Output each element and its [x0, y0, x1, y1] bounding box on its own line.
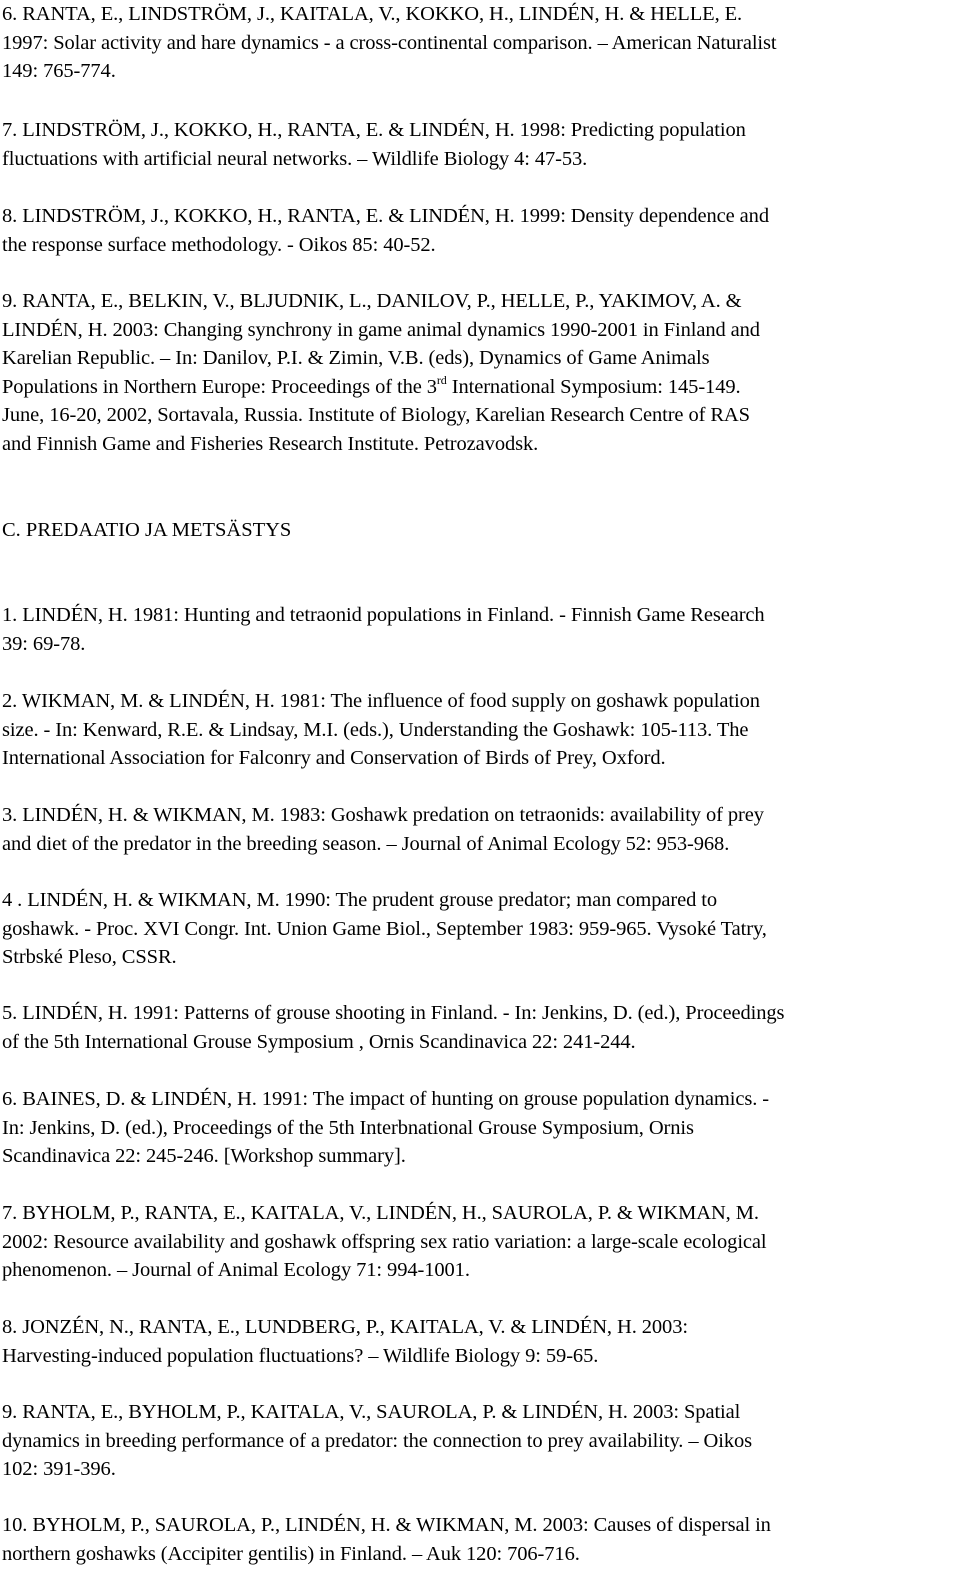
- reference-line: 2002: Resource availability and goshawk offspring sex ratio variation: a large-scale ecological: [2, 1230, 767, 1253]
- reference-line: phenomenon. – Journal of Animal Ecology 71: 994-1001.: [2, 1259, 470, 1281]
- reference-line: 8. LINDSTRÖM, J., KOKKO, H., RANTA, E. & LINDÉN, H. 1999: Density dependence and: [2, 205, 769, 227]
- reference-line: 10. BYHOLM, P., SAUROLA, P., LINDÉN, H. & WIKMAN, M. 2003: Causes of dispersal in: [2, 1514, 771, 1536]
- reference-line: fluctuations with artificial neural networks. – Wildlife Biology 4: 47-53.: [2, 147, 588, 170]
- reference-line: 1. LINDÉN, H. 1981: Hunting and tetraonid populations in Finland. - Finnish Game Research: [2, 604, 765, 626]
- reference-c1-linden-1981: [2, 601, 958, 658]
- reference-line: June, 16-20, 2002, Sortavala, Russia. Institute of Biology, Karelian Research Centre of RAS: [2, 404, 750, 426]
- reference-line: Scandinavica 22: 245-246. [Workshop summary].: [2, 1145, 406, 1167]
- reference-line: In: Jenkins, D. (ed.), Proceedings of the 5th Interbnational Grouse Symposium, Ornis: [2, 1116, 694, 1139]
- reference-c8-jonzen-2003: [2, 1313, 958, 1370]
- reference-line: 7. BYHOLM, P., RANTA, E., KAITALA, V., LINDÉN, H., SAUROLA, P. & WIKMAN, M.: [2, 1202, 759, 1224]
- section-heading: C. PREDAATIO JA METSÄSTYS: [2, 519, 292, 541]
- reference-line: 5. LINDÉN, H. 1991: Patterns of grouse shooting in Finland. - In: Jenkins, D. (ed.), Proceedings: [2, 1002, 785, 1024]
- reference-line: and Finnish Game and Fisheries Research Institute. Petrozavodsk.: [2, 432, 539, 455]
- reference-9-ranta-2003-synchrony: [2, 287, 958, 458]
- reference-line: 149: 765-774.: [2, 60, 116, 82]
- reference-line: goshawk. - Proc. XVI Congr. Int. Union Game Biol., September 1983: 959-965. Vysoké Tatry,: [2, 917, 767, 940]
- reference-line: 8. JONZÉN, N., RANTA, E., LUNDBERG, P., KAITALA, V. & LINDÉN, H. 2003:: [2, 1316, 688, 1338]
- reference-line: 1997: Solar activity and hare dynamics - a cross-continental comparison. – American Naturalist: [2, 31, 777, 54]
- reference-6-ranta-1997: [2, 0, 958, 86]
- reference-line: 102: 391-396.: [2, 1458, 116, 1480]
- reference-c6-baines-1991: [2, 1085, 958, 1171]
- reference-line: [2, 373, 958, 402]
- reference-line: LINDÉN, H. 2003: Changing synchrony in game animal dynamics 1990-2001 in Finland and: [2, 318, 760, 341]
- reference-line: International Association for Falconry and Conservation of Birds of Prey, Oxford.: [2, 747, 666, 769]
- reference-c2-wikman-1981: [2, 687, 958, 773]
- reference-line: 2. WIKMAN, M. & LINDÉN, H. 1981: The influence of food supply on goshawk population: [2, 690, 760, 712]
- reference-c3-linden-1983: [2, 801, 958, 858]
- ordinal-superscript: rd: [436, 372, 447, 387]
- reference-7-lindstrom-1998: [2, 116, 958, 173]
- reference-line: 4 . LINDÉN, H. & WIKMAN, M. 1990: The prudent grouse predator; man compared to: [2, 889, 718, 911]
- reference-line: 9. RANTA, E., BELKIN, V., BLJUDNIK, L., DANILOV, P., HELLE, P., YAKIMOV, A. &: [2, 290, 742, 312]
- reference-line: 7. LINDSTRÖM, J., KOKKO, H., RANTA, E. & LINDÉN, H. 1998: Predicting population: [2, 119, 746, 141]
- reference-line: 6. RANTA, E., LINDSTRÖM, J., KAITALA, V., KOKKO, H., LINDÉN, H. & HELLE, E.: [2, 3, 743, 25]
- reference-line: the response surface methodology. - Oikos 85: 40-52.: [2, 233, 436, 256]
- reference-line: 3. LINDÉN, H. & WIKMAN, M. 1983: Goshawk predation on tetraonids: availability of prey: [2, 804, 764, 826]
- reference-c7-byholm-2002: [2, 1199, 958, 1285]
- reference-c4-linden-1990: [2, 886, 958, 972]
- reference-text: International Symposium: 145-149.: [446, 375, 741, 398]
- reference-line: Karelian Republic. – In: Danilov, P.I. & Zimin, V.B. (eds), Dynamics of Game Animals: [2, 347, 710, 369]
- reference-line: 6. BAINES, D. & LINDÉN, H. 1991: The impact of hunting on grouse population dynamics. -: [2, 1088, 769, 1110]
- reference-c5-linden-1991: [2, 999, 958, 1056]
- reference-line: Strbské Pleso, CSSR.: [2, 946, 177, 968]
- reference-line: dynamics in breeding performance of a predator: the connection to prey availability. – Oikos: [2, 1429, 752, 1452]
- reference-8-lindstrom-1999: [2, 202, 958, 259]
- reference-line: Harvesting-induced population fluctuations? – Wildlife Biology 9: 59-65.: [2, 1344, 599, 1367]
- reference-text: Populations in Northern Europe: Proceedings of the 3: [2, 375, 437, 398]
- reference-line: and diet of the predator in the breeding season. – Journal of Animal Ecology 52: 953-968.: [2, 832, 730, 855]
- reference-line: size. - In: Kenward, R.E. & Lindsay, M.I. (eds.), Understanding the Goshawk: 105-113. The: [2, 718, 749, 741]
- reference-line: 9. RANTA, E., BYHOLM, P., KAITALA, V., SAUROLA, P. & LINDÉN, H. 2003: Spatial: [2, 1401, 741, 1423]
- reference-line: of the 5th International Grouse Symposium , Ornis Scandinavica 22: 241-244.: [2, 1030, 636, 1053]
- reference-c10-byholm-2003: [2, 1511, 958, 1568]
- reference-line: 39: 69-78.: [2, 632, 86, 655]
- reference-c9-ranta-2003-spatial: [2, 1398, 958, 1484]
- reference-line: northern goshawks (Accipiter gentilis) in Finland. – Auk 120: 706-716.: [2, 1542, 580, 1565]
